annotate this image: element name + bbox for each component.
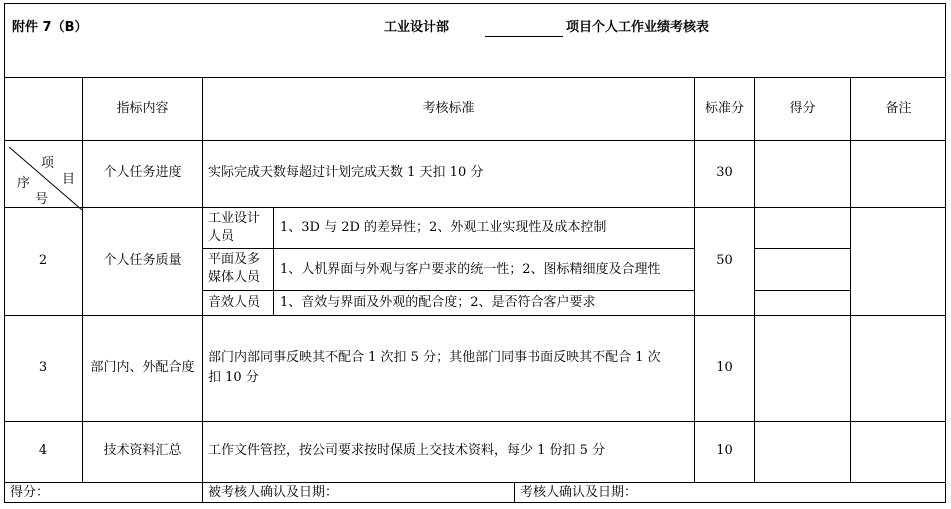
- rule-row2-sub2: [203, 290, 694, 291]
- header-standard: 标准分: [704, 101, 744, 116]
- header-score: 得分: [789, 101, 816, 116]
- project-name-blank: [485, 36, 563, 37]
- rule-header-bottom: [4, 140, 946, 141]
- row3-standard: 10: [716, 360, 733, 375]
- col-criteria-right: [694, 77, 695, 482]
- row2-criteria-2: 1、人机界面与外观与客户要求的统一性；2、图标精细度及合理性: [280, 262, 661, 277]
- row2-standard: 50: [716, 253, 733, 268]
- footer-divider: [514, 482, 515, 503]
- row2-criteria-3: 1、音效与界面及外观的配合度；2、是否符合客户要求: [280, 295, 596, 310]
- row1-criteria: 实际完成天数每超过计划完成天数 1 天扣 10 分: [208, 165, 484, 180]
- form-title: 项目个人工作业绩考核表: [566, 20, 710, 35]
- footer-score-label: 得分：: [10, 485, 50, 500]
- rule-title-bottom: [4, 77, 946, 78]
- row3-criteria-line1: 部门内部同事反映其不配合 1 次扣 5 分；其他部门同事书面反映其不配合 1 次: [208, 350, 661, 365]
- row2-indicator: 个人任务质量: [103, 253, 182, 268]
- rule-row4-bottom: [4, 482, 946, 483]
- department-name: 工业设计部: [384, 20, 450, 35]
- footer-examiner-label: 考核人确认及日期：: [520, 485, 638, 500]
- row2-role-2-line1: 平面及多: [208, 252, 261, 267]
- rule-row1-bottom: [4, 207, 946, 208]
- row3-criteria-line2: 扣 10 分: [208, 370, 259, 385]
- row4-criteria: 工作文件管控，按公司要求按时保质上交技术资料，每少 1 份扣 5 分: [208, 443, 606, 458]
- diag-label-item-2: 目: [62, 172, 76, 187]
- header-criteria: 考核标准: [422, 101, 475, 116]
- row3-seq: 3: [38, 360, 48, 375]
- row2-role-1-line2: 人员: [208, 229, 235, 244]
- rule-row2-sub1: [203, 248, 694, 249]
- row2-role-2-line2: 媒体人员: [208, 270, 261, 285]
- diag-label-seq-2: 号: [35, 192, 49, 207]
- row4-standard: 10: [716, 443, 733, 458]
- diag-label-seq-1: 序: [17, 176, 31, 191]
- row2-role-1-line1: 工业设计: [208, 211, 261, 226]
- col-score-right: [850, 77, 851, 482]
- rule-row3-bottom: [4, 421, 946, 422]
- row1-standard: 30: [716, 165, 733, 180]
- col-role-right: [273, 207, 274, 315]
- diag-label-item-1: 项: [41, 156, 55, 171]
- attachment-label: 附件 7（B）: [12, 20, 88, 35]
- row1-indicator: 个人任务进度: [103, 165, 182, 180]
- col-indicator-right: [202, 77, 203, 503]
- row3-indicator: 部门内、外配合度: [90, 360, 195, 375]
- rule-row2-score-2: [754, 290, 851, 291]
- rule-row2-score-1: [754, 248, 851, 249]
- row4-seq: 4: [38, 443, 48, 458]
- col-seq-right: [82, 77, 83, 482]
- rule-row2-bottom: [4, 315, 946, 316]
- row2-role-3: 音效人员: [208, 295, 261, 310]
- header-indicator: 指标内容: [116, 101, 169, 116]
- row2-seq: 2: [38, 253, 48, 268]
- row2-criteria-1: 1、3D 与 2D 的差异性；2、外观工业实现性及成本控制: [280, 220, 607, 235]
- footer-examinee-label: 被考核人确认及日期：: [208, 485, 339, 500]
- header-remark: 备注: [885, 101, 912, 116]
- col-standard-right: [754, 77, 755, 482]
- row4-indicator: 技术资料汇总: [103, 443, 182, 458]
